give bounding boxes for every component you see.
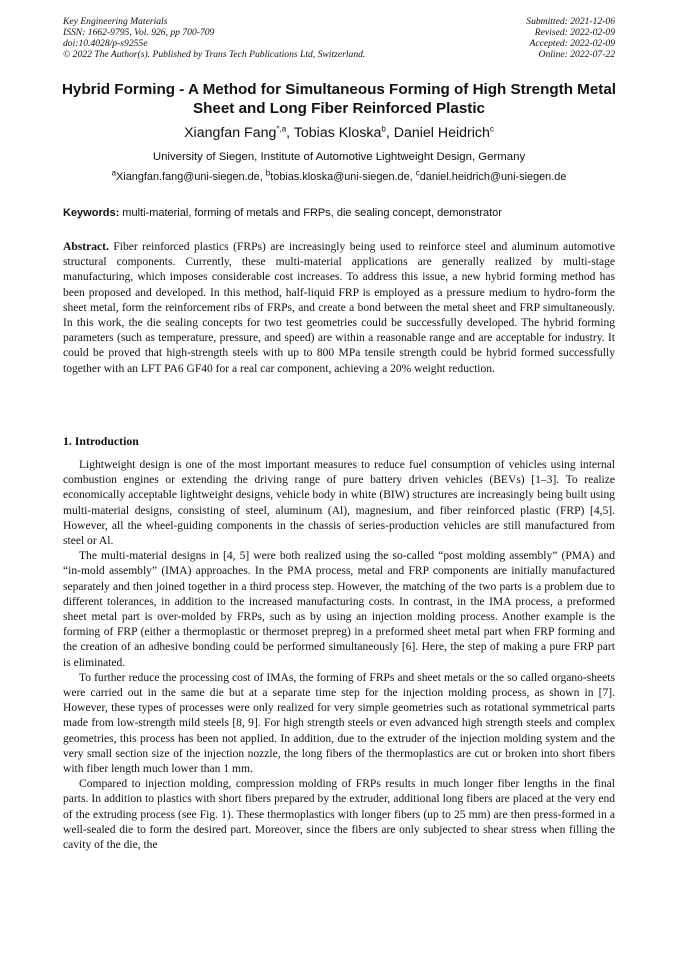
author-marker: *,a xyxy=(276,124,287,134)
journal-header-left xyxy=(63,16,365,60)
keywords-label: Keywords: xyxy=(63,207,120,219)
email-link[interactable]: Xiangfan.fang@uni-siegen.de xyxy=(116,171,260,183)
revised-date: Revised: 2022-02-09 xyxy=(534,27,615,38)
introduction-body xyxy=(63,458,615,853)
abstract-label: Abstract. xyxy=(63,241,109,253)
email-separator: , xyxy=(259,171,266,183)
doi-line[interactable]: doi:10.4028/p-s9255e xyxy=(63,38,148,49)
author-separator: , xyxy=(286,125,294,141)
keywords xyxy=(63,206,615,220)
keywords-text: multi-material, forming of metals and FRPs, die sealing concept, demonstrator xyxy=(119,207,502,219)
journal-name: Key Engineering Materials xyxy=(63,16,168,27)
author-marker: c xyxy=(489,124,494,134)
paragraph: The multi-material designs in [4, 5] were both realized using the so-called “post molding assembly” (PMA) and “in-mold assembly” (IMA) approaches. In the PMA process, metal and FRP components are initially manufactured separately and then joined together in a third process step. However, the matching of the two parts is a problem due to different tolerances, in addition to the increased manufacturing costs. In contrast, in the IMA process, a preformed sheet metal part is over-molded by FRPs, such as by using an injection molding process. Another example is the forming of FRP (either a thermoplastic or thermoset prepreg) in a preformed sheet metal part when FRP forming and the creation of an adhesive bonding could be performed simultaneously [6]. Here, the step of making a pure FRP part is eliminated. xyxy=(63,550,615,669)
author-marker: b xyxy=(381,124,386,134)
email-link[interactable]: tobias.kloska@uni-siegen.de xyxy=(270,171,410,183)
email-separator: , xyxy=(409,171,416,183)
email-list xyxy=(30,170,648,184)
issn-line: ISSN: 1662-9795, Vol. 926, pp 700-709 xyxy=(63,27,215,38)
author-list xyxy=(40,124,638,142)
copyright-line: © 2022 The Author(s). Published by Trans Tech Publications Ltd, Switzerland. xyxy=(63,49,366,60)
email-marker: b xyxy=(265,168,271,178)
author-name: Daniel Heidrich xyxy=(393,125,490,141)
paragraph: To further reduce the processing cost of IMAs, the forming of FRPs and sheet metals or the so called organo-sheets were carried out in the same die but at a separate time step for the injection molding process, as shown in [7]. However, these types of processes were only realized for very simple geometries such as rotational symmetrical parts made from low-strength mild steels [8, 9]. For high strength steels or even advanced high strength steels and complex geometries, this process has been not applied. In addition, due to the extruder of the injection molding system and the very small section size of the injection nozzle, the long fibers of the thermoplastics are cut or broken into short fibers with fiber length much lower than 1 mm. xyxy=(63,671,615,776)
section-heading: 1. Introduction xyxy=(63,434,139,448)
paragraph: Compared to injection molding, compression molding of FRPs results in much longer fiber lengths in the final parts. In addition to plastics with short fibers prepared by the extruder, additional long fibers are placed at the very end of the extruding process (see Fig. 1). These thermoplastics with longer fibers (up to 25 mm) are then press-formed in a well-sealed die to form the desired part. Moreover, since the fibers are only subjected to shear stress when filling the cavity of the die, the xyxy=(63,778,615,852)
affiliation: University of Siegen, Institute of Automotive Lightweight Design, Germany xyxy=(152,151,526,163)
author-name: Tobias Kloska xyxy=(293,125,382,141)
online-date: Online: 2022-07-22 xyxy=(538,49,615,60)
author-separator: , xyxy=(385,125,394,141)
abstract xyxy=(63,240,615,377)
submitted-date: Submitted: 2021-12-06 xyxy=(526,16,615,27)
paragraph: Lightweight design is one of the most important measures to reduce fuel consumption of vehicles using internal combustion engines or extending the driving range of pure battery driven vehicles (BEVs) [1–3]. To realize economically acceptable lightweight designs, vehicle body in white (BIW) structures are increasingly being built using multi-material designs, consisting of steel, aluminum (Al), magnesium, and fiber reinforced plastic (FRP) [4,5]. However, all the wheel-guiding components in the chassis of series-production vehicles are still manufactured from steel or Al. xyxy=(63,459,615,548)
abstract-text: Fiber reinforced plastics (FRPs) are increasingly being used to reinforce steel and aluminum automotive structural components. Currently, these multi-material applications are generally realized by multi-stage manufacturing, which imposes considerable cost increases. To address this issue, a new hybrid forming method has been proposed and developed. In this method, half-liquid FRP is employed as a pressure medium to hydro-form the sheet metal, form the reinforcement ribs of FRPs, and create a bond between the metal sheet and FRP simultaneously. In this work, the die sealing concepts for two test geometries could be successfully developed. The hybrid forming parameters (such as temperature, pressure, and speed) are within a reasonable range and are acceptable for industry. It could be proved that high-strength steels with up to 800 MPa tensile strength could be hybrid formed successfully together with an LFT PA6 GF40 for a real car component, achieving a 20% weight reduction. xyxy=(63,241,615,375)
accepted-date: Accepted: 2022-02-09 xyxy=(529,38,615,49)
author-name: Xiangfan Fang xyxy=(184,125,277,141)
paper-title: Hybrid Forming - A Method for Simultaneous Forming of High Strength Metal Sheet and Long Fiber Reinforced Plastic xyxy=(61,81,617,117)
email-link[interactable]: daniel.heidrich@uni-siegen.de xyxy=(419,171,567,183)
email-marker: a xyxy=(111,168,117,178)
email-marker: c xyxy=(415,168,420,178)
journal-header-right xyxy=(526,16,615,60)
